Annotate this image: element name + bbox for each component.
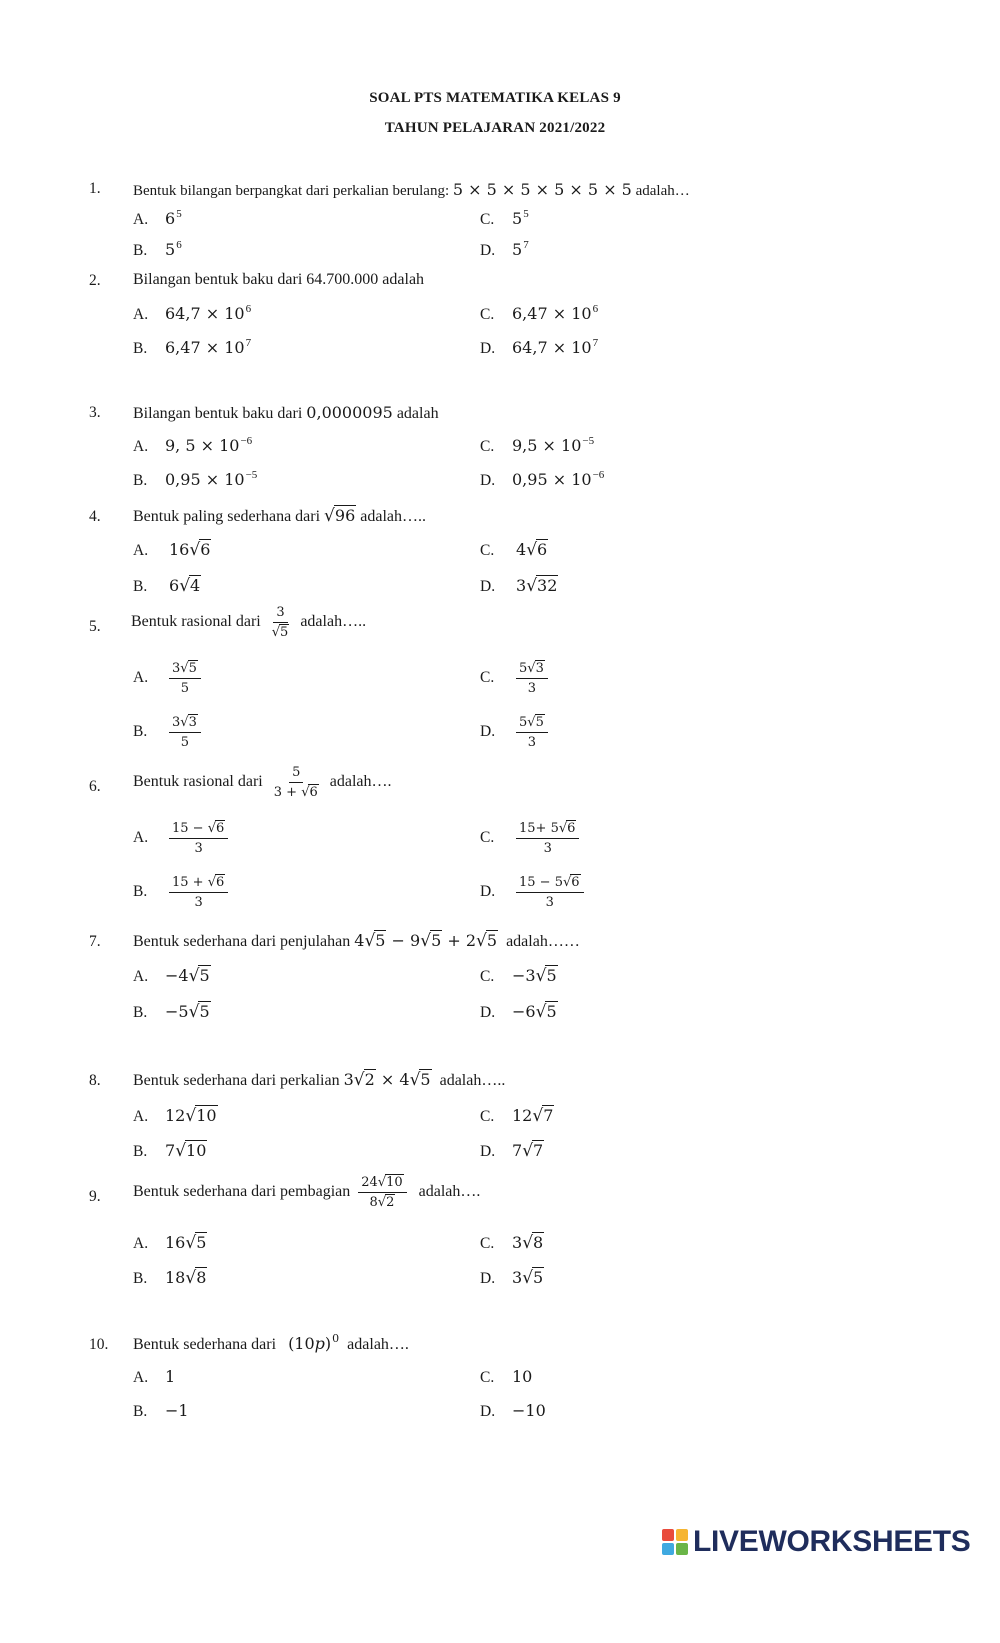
question-number: 2. bbox=[89, 272, 101, 289]
option-c[interactable]: C. 4√6 bbox=[480, 540, 548, 560]
question-number: 7. bbox=[89, 933, 101, 950]
question-number: 8. bbox=[89, 1072, 101, 1089]
logo-square bbox=[662, 1529, 674, 1541]
option-b[interactable]: B. −1 bbox=[133, 1401, 189, 1420]
option-a[interactable]: A. $\frac{15 - √6}{3}$ bbox=[133, 820, 232, 857]
option-b[interactable]: B. $6,47 \times 10^7$ bbox=[133, 337, 252, 357]
brand-name: LIVEWORKSHEETS bbox=[693, 1525, 971, 1558]
question-text: Bentuk rasional dari $\frac{5}{3 + √6}$ adalah…. bbox=[133, 765, 392, 800]
option-c[interactable]: C. 10 bbox=[480, 1367, 533, 1386]
option-b[interactable]: B. $5^6$ bbox=[133, 239, 182, 259]
option-c[interactable]: C. 12√7 bbox=[480, 1106, 554, 1126]
question-number: 6. bbox=[89, 778, 101, 795]
question-text: Bilangan bentuk baku dari 64.700.000 adalah bbox=[133, 271, 425, 288]
liveworksheets-icon bbox=[662, 1529, 688, 1555]
question-text: Bentuk rasional dari $\frac{3}{√5}$ adalah….. bbox=[131, 605, 367, 640]
option-a[interactable]: A. $64,7 \times 10^6$ bbox=[133, 303, 252, 323]
option-a[interactable]: A. −4√5 bbox=[133, 966, 210, 986]
option-d[interactable]: D. $\frac{5√5}{3}$ bbox=[480, 714, 552, 751]
option-b[interactable]: B. −5√5 bbox=[133, 1002, 210, 1022]
question-number: 9. bbox=[89, 1188, 101, 1205]
option-a[interactable]: A. 12√10 bbox=[133, 1106, 217, 1126]
option-b[interactable]: B. 18√8 bbox=[133, 1268, 207, 1288]
option-a[interactable]: A. 16√6 bbox=[133, 540, 211, 560]
question-text: Bentuk sederhana dari perkalian 3√2 × 4√5 adalah….. bbox=[133, 1070, 506, 1090]
question-number: 10. bbox=[89, 1336, 109, 1353]
fraction: $\frac{5}{3 + √6}$ bbox=[273, 765, 318, 800]
option-c[interactable]: C. 3√8 bbox=[480, 1233, 544, 1253]
option-c[interactable]: C. −3√5 bbox=[480, 966, 557, 986]
question-number: 4. bbox=[89, 508, 101, 525]
option-d[interactable]: D. 3√32 bbox=[480, 576, 558, 596]
option-a[interactable]: A. 16√5 bbox=[133, 1233, 207, 1253]
option-c[interactable]: C. $6,47 \times 10^6$ bbox=[480, 303, 599, 323]
option-c[interactable]: C. $9,5 \times 10^{-5}$ bbox=[480, 435, 595, 455]
fraction: $\frac{3}{√5}$ bbox=[271, 605, 289, 640]
option-d[interactable]: D. −10 bbox=[480, 1401, 546, 1420]
option-b[interactable]: B. 6√4 bbox=[133, 576, 201, 596]
question-number: 3. bbox=[89, 404, 101, 421]
page-title: SOAL PTS MATEMATIKA KELAS 9 bbox=[369, 90, 621, 106]
logo-square bbox=[662, 1543, 674, 1555]
fraction: $\frac{24√10}{8√2}$ bbox=[358, 1174, 406, 1211]
option-d[interactable]: D. $5^7$ bbox=[480, 239, 529, 259]
question-number: 1. bbox=[89, 180, 101, 197]
option-d[interactable]: D. −6√5 bbox=[480, 1002, 557, 1022]
option-c[interactable]: C. $5^5$ bbox=[480, 208, 529, 228]
option-b[interactable]: B. $0,95 \times 10^{-5}$ bbox=[133, 469, 258, 489]
option-d[interactable]: D. 3√5 bbox=[480, 1268, 544, 1288]
liveworksheets-logo[interactable] bbox=[662, 1525, 971, 1559]
logo-square bbox=[676, 1543, 688, 1555]
logo-square bbox=[676, 1529, 688, 1541]
option-d[interactable]: D. $\frac{15 - 5√6}{3}$ bbox=[480, 874, 588, 911]
option-a[interactable]: A. 9, $5 \times 10^{-6}$ bbox=[133, 435, 253, 455]
page-subtitle: TAHUN PELAJARAN 2021/2022 bbox=[384, 120, 606, 136]
option-a[interactable]: A. $\frac{3√5}{5}$ bbox=[133, 660, 205, 697]
question-text: Bentuk sederhana dari pembagian $\frac{24√10}{8√2}$ adalah…. bbox=[133, 1175, 481, 1210]
option-b[interactable]: B. $\frac{15 + √6}{3}$ bbox=[133, 874, 232, 911]
question-text: Bentuk sederhana dari penjulahan 4√5 − 9√5 + 2√5 adalah…… bbox=[133, 931, 580, 951]
option-c[interactable]: C. $\frac{15+ 5√6}{3}$ bbox=[480, 820, 583, 857]
option-c[interactable]: C. $\frac{5√3}{3}$ bbox=[480, 660, 552, 697]
option-d[interactable]: D. $0,95 \times 10^{-6}$ bbox=[480, 469, 605, 489]
question-text: Bentuk sederhana dari $(10p)^0$ adalah…. bbox=[133, 1332, 409, 1353]
question-text: Bilangan bentuk baku dari 0,0000095 adalah bbox=[133, 403, 439, 422]
option-a[interactable]: A. 1 bbox=[133, 1367, 176, 1386]
option-d[interactable]: D. 7√7 bbox=[480, 1141, 544, 1161]
question-number: 5. bbox=[89, 618, 101, 635]
question-text: Bentuk bilangan berpangkat dari perkalian berulang: 5 × 5 × 5 × 5 × 5 × 5 adalah… bbox=[133, 180, 690, 199]
option-a[interactable]: A. $6^5$ bbox=[133, 208, 182, 228]
option-d[interactable]: D. $64,7 \times 10^7$ bbox=[480, 337, 599, 357]
option-b[interactable]: B. $\frac{3√3}{5}$ bbox=[133, 714, 205, 751]
option-b[interactable]: B. 7√10 bbox=[133, 1141, 207, 1161]
question-text: Bentuk paling sederhana dari √96 adalah….. bbox=[133, 506, 426, 526]
